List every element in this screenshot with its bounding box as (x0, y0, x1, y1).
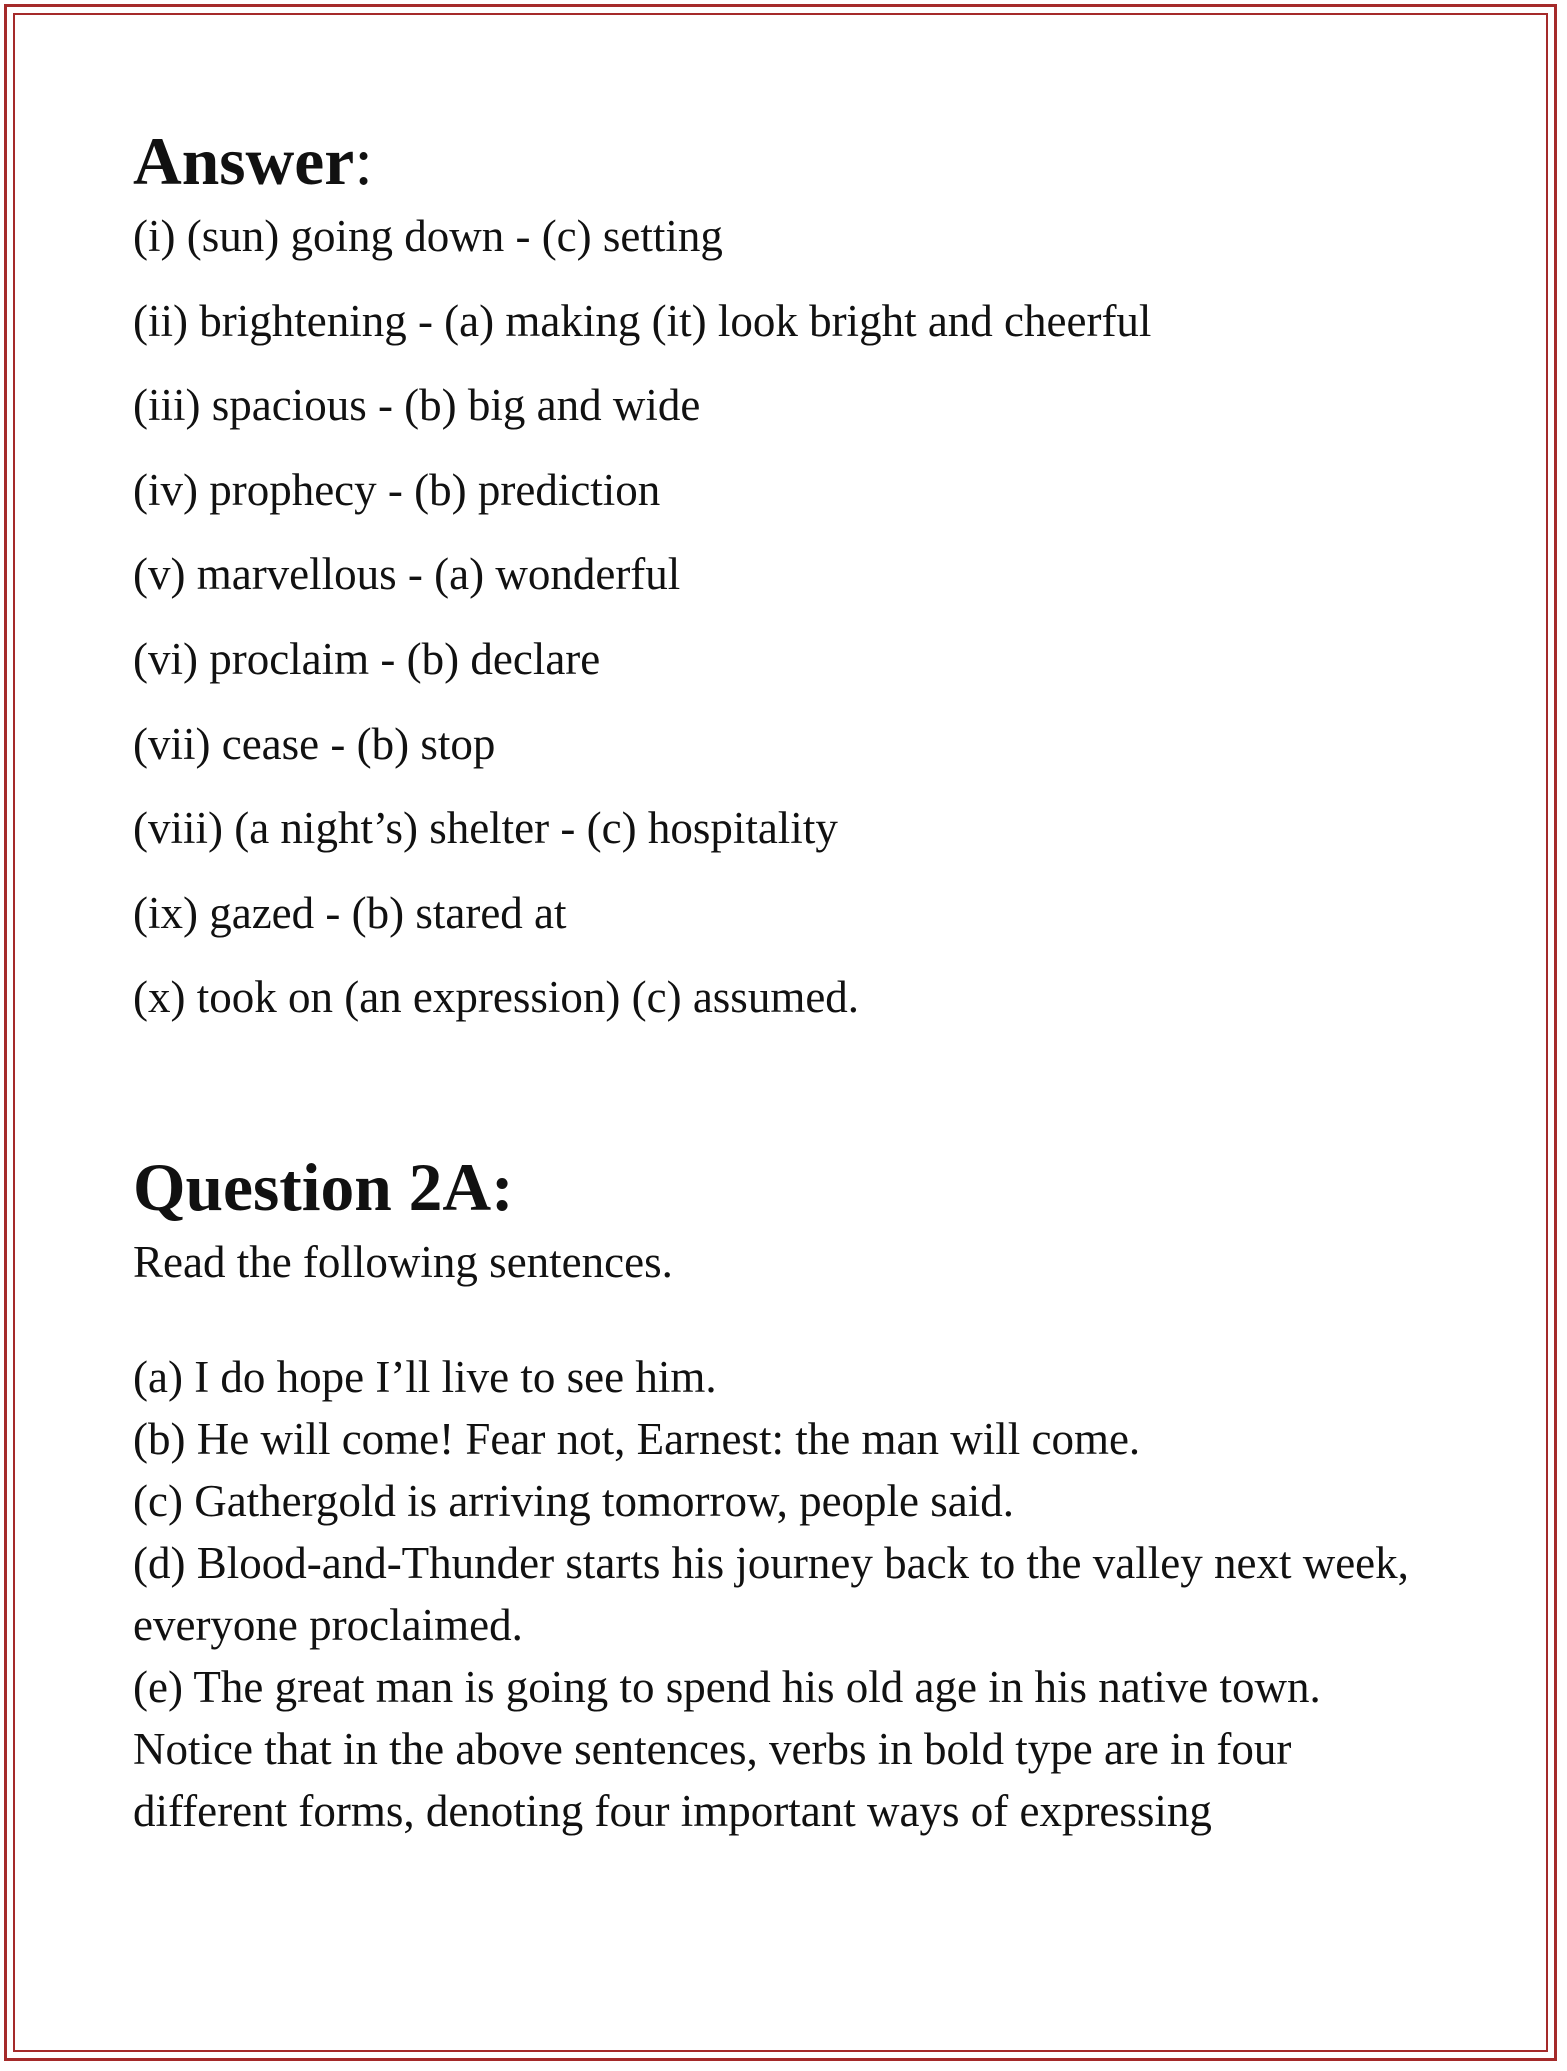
explanation-paragraph: Notice that in the above sentences, verbs in bold type are in four different forms, denoting four important ways of expressing (133, 1723, 1292, 1836)
question-intro: Read the following sentences. (133, 1236, 673, 1287)
answer-item: (x) took on (an expression) (c) assumed. (133, 972, 860, 1023)
answer-list (133, 194, 1453, 1040)
answer-heading-text: Answer (133, 124, 355, 199)
question-heading: Question 2A: (133, 1149, 514, 1225)
sentence-item: (b) He will come! Fear not, Earnest: the man will come. (133, 1413, 1141, 1464)
answer-heading (133, 124, 1453, 199)
answer-item: (iv) prophecy - (b) prediction (133, 464, 661, 515)
answer-item: (vii) cease - (b) stop (133, 718, 496, 769)
answer-item: (v) marvellous - (a) wonderful (133, 549, 681, 600)
answer-item: (iii) spacious - (b) big and wide (133, 380, 701, 431)
answer-item: (ii) brightening - (a) making (it) look bright and cheerful (133, 295, 1152, 346)
sentence-item: (d) Blood-and-Thunder starts his journey back to the valley next week, everyone proclaimed. (133, 1537, 1409, 1650)
sentence-item: (e) The great man is going to spend his old age in his native town. (133, 1661, 1321, 1712)
page-content (133, 124, 1453, 1842)
sentence-item: (a) I do hope I’ll live to see him. (133, 1351, 717, 1402)
answer-item: (i) (sun) going down - (c) setting (133, 211, 723, 261)
answer-heading-colon: : (354, 124, 373, 199)
sentence-item: (c) Gathergold is arriving tomorrow, people said. (133, 1475, 1015, 1526)
answer-item: (ix) gazed - (b) stared at (133, 887, 567, 938)
answer-item: (viii) (a night’s) shelter - (c) hospitality (133, 803, 838, 854)
answer-item: (vi) proclaim - (b) declare (133, 633, 601, 684)
sentence-list (133, 1346, 1453, 1842)
